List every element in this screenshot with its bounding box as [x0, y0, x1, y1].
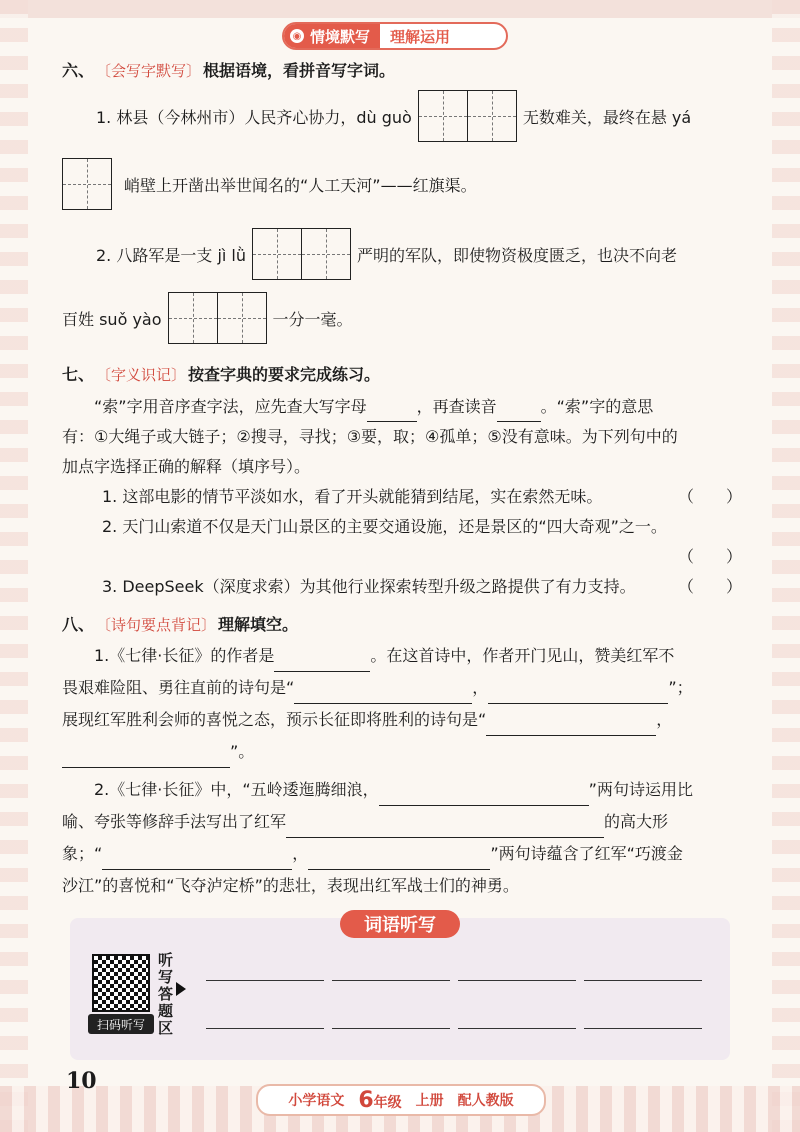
page-number: 10 [66, 1068, 97, 1094]
q6-1-text-a: 1. 林县（今林州市）人民齐心协力，dù guò [96, 107, 412, 127]
q6-2-text-d: 一分一毫。 [272, 309, 353, 329]
dictation-line-3[interactable] [458, 980, 576, 981]
q8-2-line2 [62, 806, 742, 838]
q7-item-3 [62, 572, 742, 602]
q8-1-text-a: 1.《七律·长征》的作者是 [94, 646, 275, 665]
right-decor [772, 0, 800, 1132]
top-decor [0, 0, 800, 18]
answer-grid-duguo[interactable] [418, 90, 517, 142]
blank-poem-line-5[interactable] [379, 787, 589, 806]
answer-paren-2[interactable]: （ ） [677, 547, 742, 566]
q6-1-row2 [62, 158, 742, 210]
blank-poem-line-7[interactable] [308, 851, 490, 870]
q8-2-text-e: 象；“ [62, 844, 103, 863]
blank-image[interactable] [286, 819, 604, 838]
q8-1-text-e: 展现红军胜利会师的喜悦之态，预示长征即将胜利的诗句是“ [62, 710, 487, 729]
header-label: 理解运用 [390, 27, 451, 46]
q8-2-text-d: 的高大形 [604, 812, 669, 831]
section8-title [62, 612, 742, 638]
answer-grid-suoyao[interactable] [168, 292, 267, 344]
answer-paren-3[interactable]: （ ） [677, 577, 742, 596]
blank-poem-line-1[interactable] [294, 685, 472, 704]
q7-intro [62, 392, 742, 422]
q6-2-row1 [96, 228, 742, 280]
q7-item-2-text: 2. 天门山索道不仅是天门山景区的主要交通设施，还是景区的“四大奇观”之一。 [102, 517, 667, 536]
q7-item-1 [62, 482, 742, 512]
main-content [62, 58, 742, 902]
q6-2-row2 [62, 292, 742, 344]
comma: ， [292, 844, 309, 863]
header-badge [284, 24, 380, 48]
section7-num: 七、 [62, 365, 95, 384]
blank-letter[interactable] [367, 403, 417, 422]
dictation-line-7[interactable] [458, 1028, 576, 1029]
blank-poem-line-2[interactable] [488, 685, 668, 704]
q7-item-2 [62, 512, 742, 542]
scan-label: 扫码听写 [88, 1014, 154, 1034]
blank-poem-line-3[interactable] [486, 717, 656, 736]
section7-title [62, 362, 742, 388]
q7-item-2-paren [62, 542, 742, 572]
footer-subject: 小学语文 [288, 1093, 345, 1109]
q8-2-text-f: ”两句诗蕴含了红军“巧渡金 [490, 844, 683, 863]
q7-text-c: 。“索”字的意思 [540, 397, 654, 416]
q6-1-text-b: 无数难关，最终在悬 yá [522, 107, 692, 127]
q7-item-3-text: 3. DeepSeek（深度求索）为其他行业探索转型升级之路提供了有力支持。 [102, 577, 636, 596]
q8-1-text-c: 畏艰难险阻、勇往直前的诗句是“ [62, 678, 295, 697]
q8-2-text-a: 2.《七律·长征》中，“五岭逶迤腾细浪， [94, 780, 379, 799]
section8-tag: 〔诗句要点背记〕 [96, 616, 217, 634]
q8-1-text-b: 。在这首诗中，作者开门见山，赞美红军不 [370, 646, 675, 665]
q8-2-text-g: 沙江”的喜悦和“飞夺泸定桥”的悲壮，表现出红军战士们的神勇。 [62, 876, 519, 895]
left-decor [0, 0, 28, 1132]
dictation-line-4[interactable] [584, 980, 702, 981]
footer-grade-num: 6 [358, 1087, 374, 1113]
dictation-line-5[interactable] [206, 1028, 324, 1029]
footer-edition: 配人教版 [457, 1093, 514, 1109]
q7-item-1-text: 1. 这部电影的情节平淡如水，看了开头就能猜到结尾，实在索然无味。 [102, 487, 603, 506]
q6-2-text-b: 严明的军队，即使物资极度匮乏，也决不向老 [357, 245, 678, 265]
answer-grid-jilv[interactable] [252, 228, 351, 280]
q8-2-text-c: 喻、夸张等修辞手法写出了红军 [62, 812, 287, 831]
q8-2-line3 [62, 838, 742, 870]
section6-instruction: 根据语境，看拼音写字词。 [203, 61, 396, 80]
q7-text-a: “索”字用音序查字法，应先查大写字母 [94, 397, 367, 416]
q8-1-text-f: ”。 [230, 742, 255, 761]
section7-instruction: 按查字典的要求完成练习。 [188, 365, 381, 384]
dictation-line-1[interactable] [206, 980, 324, 981]
answer-paren-1[interactable]: （ ） [677, 487, 742, 506]
q8-1-text-d: ”； [668, 678, 693, 697]
dictation-line-6[interactable] [332, 1028, 450, 1029]
section8-instruction: 理解填空。 [218, 615, 299, 634]
section6-title [62, 58, 742, 84]
answer-grid-ya[interactable] [62, 158, 112, 210]
q6-2-text-c: 百姓 suǒ yào [62, 309, 162, 329]
section6-tag: 〔会写字默写〕 [96, 62, 202, 80]
section8-num: 八、 [62, 615, 95, 634]
bullseye-icon: ◉ [290, 29, 304, 43]
q6-1-text-c: 峭壁上开凿出举世闻名的“人工天河”——红旗渠。 [124, 175, 477, 195]
header-badge-text: 情境默写 [310, 27, 371, 46]
section-header [282, 22, 508, 50]
q8-2-text-b: ”两句诗运用比 [588, 780, 693, 799]
dictation-panel [70, 915, 730, 1060]
footer-term: 上册 [415, 1093, 444, 1109]
q7-task: 加点字选择正确的解释（填序号）。 [62, 457, 311, 476]
q8-1-line3 [62, 704, 742, 736]
dictation-line-8[interactable] [584, 1028, 702, 1029]
section7-tag: 〔字义识记〕 [96, 366, 187, 384]
q8-1-line4 [62, 736, 742, 768]
blank-poem-line-4[interactable] [62, 749, 230, 768]
dictation-title: 词语听写 [340, 910, 460, 938]
q7-meanings: 有：①大绳子或大链子；②搜寻，寻找；③要，取；④孤单；⑤没有意味。为下列句中的 [62, 427, 678, 446]
answer-area-label: 听写答题区 [158, 951, 174, 1037]
arrow-right-icon [176, 982, 186, 996]
qr-code-icon[interactable] [92, 954, 150, 1012]
blank-pronunciation[interactable] [497, 403, 541, 422]
footer-book-info [256, 1084, 546, 1116]
footer-grade: 年级 [373, 1094, 402, 1111]
q7-text-b: ，再查读音 [416, 397, 497, 416]
blank-author[interactable] [274, 653, 370, 672]
dictation-line-2[interactable] [332, 980, 450, 981]
q6-2-text-a: 2. 八路军是一支 jì lǜ [96, 245, 247, 265]
q8-1-line2 [62, 672, 742, 704]
q8-2-line1 [62, 774, 742, 806]
comma: ， [472, 678, 489, 697]
q8-1-line1 [62, 640, 742, 672]
comma: ， [656, 710, 673, 729]
q6-1-row1 [96, 90, 742, 142]
blank-poem-line-6[interactable] [102, 851, 292, 870]
section6-num: 六、 [62, 61, 95, 80]
